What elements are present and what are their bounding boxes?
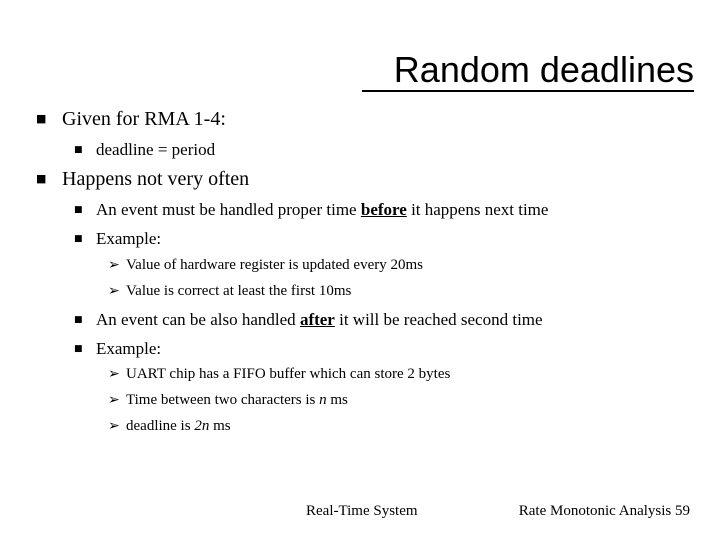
bullet-text: it happens next time bbox=[406, 200, 549, 219]
variable-n: n bbox=[319, 392, 327, 408]
bullet-text: Example: bbox=[96, 339, 162, 358]
bullet-register-correct bbox=[108, 283, 351, 300]
emphasis-after: after bbox=[299, 310, 335, 329]
square-bullet-icon: ■ bbox=[74, 315, 83, 325]
bullet-deadline-period bbox=[74, 140, 215, 160]
arrow-bullet-icon: ➢ bbox=[108, 283, 120, 299]
arrow-bullet-icon: ➢ bbox=[108, 366, 120, 382]
bullet-char-time bbox=[108, 392, 348, 409]
bullet-deadline-2n bbox=[108, 418, 231, 435]
arrow-bullet-icon: ➢ bbox=[108, 392, 120, 408]
bullet-uart-fifo bbox=[108, 366, 450, 383]
bullet-text: it will be reached second time bbox=[334, 310, 543, 329]
bullet-text: Time between two characters is bbox=[126, 392, 320, 408]
variable-2n: 2n bbox=[194, 418, 210, 434]
bullet-text: Value of hardware register is updated every 20ms bbox=[126, 257, 423, 273]
bullet-register-update bbox=[108, 257, 423, 274]
bullet-text: Value is correct at least the first 10ms bbox=[126, 283, 352, 299]
arrow-bullet-icon: ➢ bbox=[108, 257, 120, 273]
bullet-text: deadline is bbox=[126, 418, 195, 434]
square-bullet-icon: ■ bbox=[74, 344, 83, 354]
bullet-text: Example: bbox=[96, 229, 162, 248]
slide-title: Random deadlines bbox=[393, 49, 694, 90]
square-bullet-icon: ■ bbox=[36, 172, 47, 185]
title-underline bbox=[362, 90, 694, 92]
bullet-happens bbox=[36, 168, 249, 191]
bullet-event-after bbox=[74, 310, 543, 330]
square-bullet-icon: ■ bbox=[36, 112, 47, 125]
bullet-text: UART chip has a FIFO buffer which can store 2 bytes bbox=[126, 366, 451, 382]
bullet-text: An event can be also handled bbox=[96, 310, 300, 329]
footer-right: Rate Monotonic Analysis 59 bbox=[518, 503, 690, 519]
bullet-given bbox=[36, 108, 226, 131]
bullet-text: An event must be handled proper time bbox=[96, 200, 361, 219]
arrow-bullet-icon: ➢ bbox=[108, 418, 120, 434]
bullet-text: ms bbox=[326, 392, 348, 408]
bullet-text: Happens not very often bbox=[62, 168, 250, 190]
bullet-example-2 bbox=[74, 339, 161, 359]
square-bullet-icon: ■ bbox=[74, 205, 83, 215]
square-bullet-icon: ■ bbox=[74, 145, 83, 155]
bullet-text: deadline = period bbox=[96, 140, 216, 159]
footer-left: Real-Time System bbox=[306, 503, 418, 519]
bullet-text: ms bbox=[209, 418, 231, 434]
bullet-text: Given for RMA 1-4: bbox=[62, 108, 226, 130]
bullet-event-before bbox=[74, 200, 548, 220]
bullet-example-1 bbox=[74, 229, 161, 249]
square-bullet-icon: ■ bbox=[74, 234, 83, 244]
emphasis-before: before bbox=[360, 200, 407, 219]
